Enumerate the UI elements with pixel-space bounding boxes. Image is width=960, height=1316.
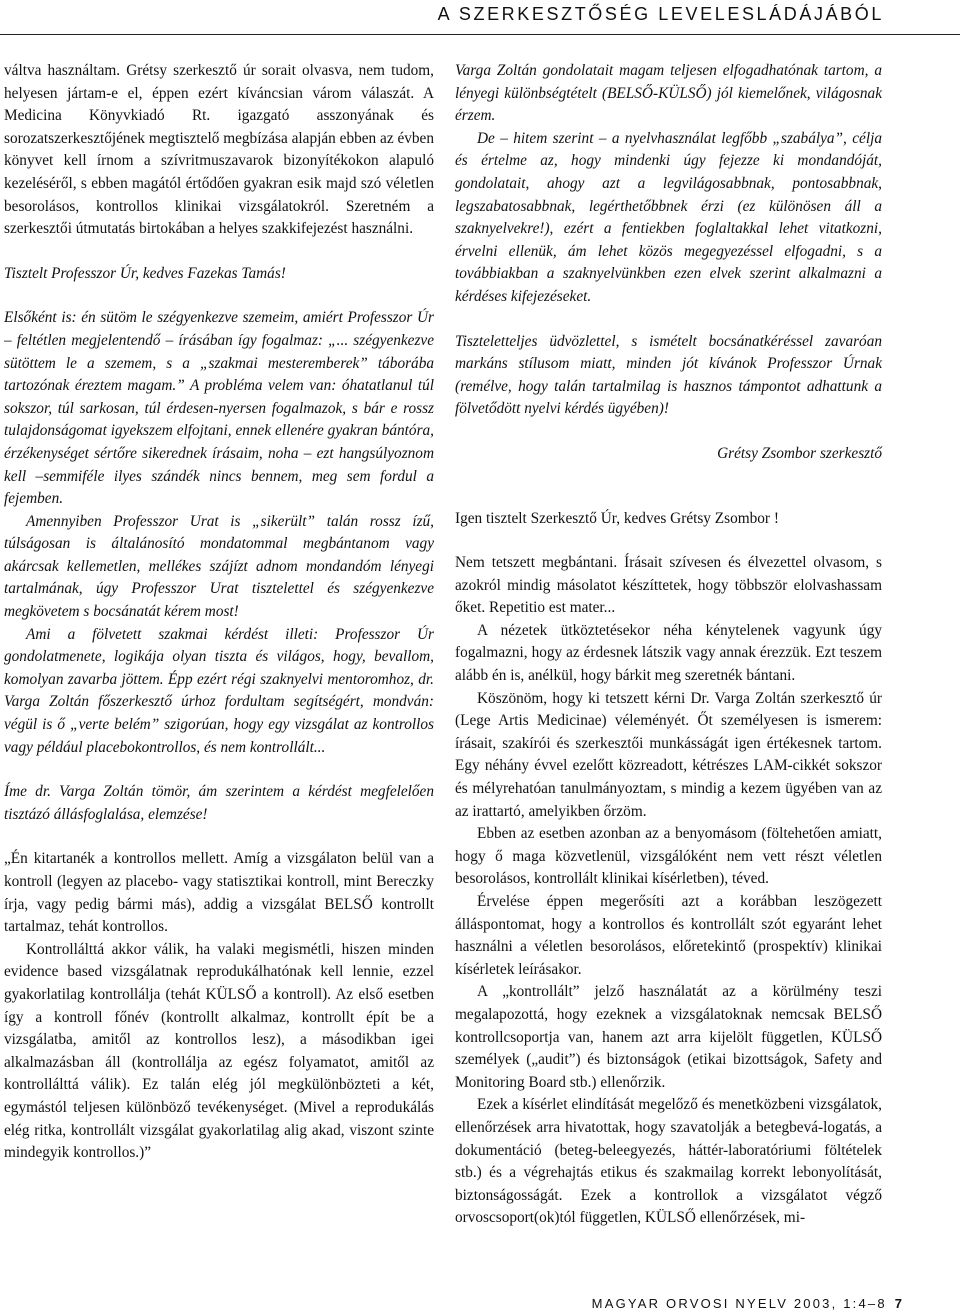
paragraph: Nem tetszett megbántani. Írásait szívesen és élvezettel olvasom, s azokról mindig másolatot készíttetek, hogy többször elolvashassam őket. Repetitio est mater... [455,554,882,617]
paragraph: Köszönöm, hogy ki tetszett kérni Dr. Varga Zoltán szerkesztő úr (Lege Artis Medicinae) véleményét. Őt személyesen is ismerem: írásait, szakírói és szerkesztői munkásságát igen értékesnek tartom. Egy néhány évvel ezelőtt közreadott, kétrészes LAM-cikkét sokszor és mélyrehatóan tanulmányoztam, s mindig a kezem ügyében van az az irattartó, amelyikben őrzöm. [455,689,882,820]
paragraph: A nézetek ütköztetésekor néha kénytelenek vagyunk úgy fogalmazni, hogy az érdesnek látszik vagy annak érezzük. Ezt teszem alább én is, anélkül, hogy bárkit meg szeretnék bántani. [455,621,882,685]
paragraph: A „kontrollált” jelző használatát az a körülmény teszi megalapozottá, hogy ezeknek a vizsgálatoknak nemcsak BELSŐ kontrollcsoportja van, hanem azt arra kijelölt független, KÜLSŐ személyek („audit”) és biztonságok (etikai bizottságok, Safety and Monitoring Board stb.) ellenőrzik. [455,983,882,1091]
paragraph: Tiszteletteljes üdvözlettel, s ismételt bocsánatkéréssel zavaróan markáns stílusom miatt, minden jót kívánok Professzor Úrnak (remélve, hogy talán tartalmilag is hasznos támpontot adhattunk a fölvetődött nyelvi kérdés ügyében)! [455,332,882,418]
paragraph: Amennyiben Professzor Urat is „sikerült” talán rossz ízű, túlságosan is általánosító mondatommal megbántanom vagy akárcsak kellemetlen, mellékes szájízt adnom mondandóm lényegi tartalmának, úgy Professzor Urat tisztelettel és szégyenkezve megkövetem s bocsánatát kérem most! [4,512,434,621]
paragraph: Varga Zoltán gondolatait magam teljesen elfogadhatónak tartom, a lényegi különbségtételt (BELSŐ-KÜLSŐ) jól kiemelőnek, világosnak érzem. [455,62,882,125]
paragraph: Ezek a kísérlet elindítását megelőző és menetközbeni vizsgálatok, ellenőrzések arra hivatottak, hogy szavatolják a betegbevá-logatás, a dokumentáció (beteg-beleegyezés, háttér-laboratóriumi föltételek stb.) és a végrehajtás etikus és szakmailag korrekt lebonyolítását, biztonságosságát. Ezek a kontrollok a vizsgálatot végző orvoscsoport(ok)tól független, KÜLSŐ ellenőrzések, mi- [455,1096,882,1227]
section-title: A SZERKESZTŐSÉG LEVELESLÁDÁJÁBÓL [437,4,884,24]
header-divider [0,34,960,35]
paragraph: Ebben az esetben azonban az a benyomásom (föltehetően amiatt, hogy ő maga közvetlenül, vizsgálóként nem vett részt véletlen besorolásos, kontrollált klinikai kísérletben), téved. [455,825,882,888]
paragraph: Érvelése éppen megerősíti azt a korábban leszögezett álláspontomat, hogy a kontrollos és kontrollált szót egyaránt lehet használni a véletlen besorolásos, előretekintő (prospektív) klinikai kísérletek leírásakor. [455,893,882,978]
paragraph: váltva használtam. Grétsy szerkesztő úr sorait olvasva, nem tudom, helyesen jártam-e el, éppen ezért kíváncsian várom válaszát. A Medicina Könyvkiadó Rt. igazgató asszonyának és sorozatszerkesztőjének megtisztelő megbízása alapján ebben az évben könyvet kell írnom a szívritmuszavarok bizonyítékokon alapuló kezeléséről, s ebben magától értődően gyakran esik majd szó véletlen besorolásos, kontrollos klinikai vizsgálatokról. Szeretném a szerkesztői útmutatás birtokában a helyes szakkifejezést használni. [4,62,434,238]
right-column [455,60,882,1230]
paragraph: Íme dr. Varga Zoltán tömör, ám szerintem a kérdést megfelelően tisztázó állásfoglalása, elemzése! [4,783,434,823]
page-number: 7 [894,1296,902,1311]
page-footer [592,1296,902,1311]
signature: Grétsy Zsombor szerkesztő [717,444,882,462]
paragraph: Elsőként is: én sütöm le szégyenkezve szemeim, amiért Professzor Úr – feltétlen megjelentendő – írásában így fogalmaz: „... szégyenkezve sütöttem le a szemem, s a „szakmai mesteremberek” táborába tartozónak éreztem magam.” A probléma velem van: óhatatlanul túl sokszor, túl sarkosan, túl érdesen-nyersen fogalmazok, s bár e rossz tulajdonságomat igyekszem elfojtani, ennek ellenére gyakran bántóra, érzékenységet sértőre sikerednek írásaim, noha – ezt hangsúlyoznom kell –semmiféle ilyes szándék nincs bennem, meg sem fordul a fejemben. [4,309,434,508]
quote-paragraph: Kontrollálttá akkor válik, ha valaki megismétli, hiszen minden evidence based vizsgálatnak reprodukálhatónak kell lennie, ezzel gyakorlatilag kontrollálja (tehát KÜLSŐ a kontroll). Az első esetben így a kontroll főnév (kontrollt alkalmaz, kontrollt épít be a vizsgálatba, amitől az kontrollos lesz), a másodikban igei alkalmazásban áll (kontrollálja az egész folyamatot, amitől az kontrollálttá válik). Ez talán elég jól megkülönbözteti a két, egymástól teljesen különböző tevékenységet. (Mivel a reprodukálás elég ritka, kontrollált vizsgálat gyakorlatilag alig akad, viszont szinte mindegyik kontrollos.)” [4,940,434,1162]
quote-paragraph: „Én kitartanék a kontrollos mellett. Amíg a vizsgálaton belül van a kontroll (legyen az placebo- vagy statisztikai kontroll, mint Bereczky írja, vagy pedig bármi más), addig a vizsgálat BELSŐ kontrollt tartalmaz, tehát kontrollos. [4,850,434,936]
paragraph: De – hitem szerint – a nyelvhasználat legfőbb „szabálya”, célja és értelme az, hogy mindenki úgy fejezze ki mondandóját, gondolatait, ahogy azt a legvilágosabbnak, pontosabbnak, legszabatosabbnak, legérthetőbbnek érzi (ez különösen áll a szaknyelvekre!), ezért a fentiekben foglaltakkal lehet vitatkozni, érvelni ellenük, ám lehet közös megegyezéssel elfogadni, s a továbbiakban a szaknyelvünkben ezen elvek szerint alkalmazni a kérdéses kifejezéseket. [455,129,882,305]
salutation: Tisztelt Professzor Úr, kedves Fazekas Tamás! [4,264,286,282]
journal-citation: MAGYAR ORVOSI NYELV 2003, 1:4–8 [591,1296,887,1311]
page-header [0,0,960,36]
left-column [4,60,434,1165]
paragraph: Ami a fölvetett szakmai kérdést illeti: Professzor Úr gondolatmenete, logikája olyan tiszta és világos, hogy, bevallom, komolyan zavarba jöttem. Épp ezért régi szaknyelvi mentoromhoz, dr. Varga Zoltán főszerkesztő úrhoz fordultam segítségért, mondván: végül is ő „verte belém” szigorúan, hogy egy vizsgálat az kontrollos vagy például placebokontrollos, és nem kontrollált... [4,625,434,756]
salutation: Igen tisztelt Szerkesztő Úr, kedves Grétsy Zsombor ! [455,509,779,527]
